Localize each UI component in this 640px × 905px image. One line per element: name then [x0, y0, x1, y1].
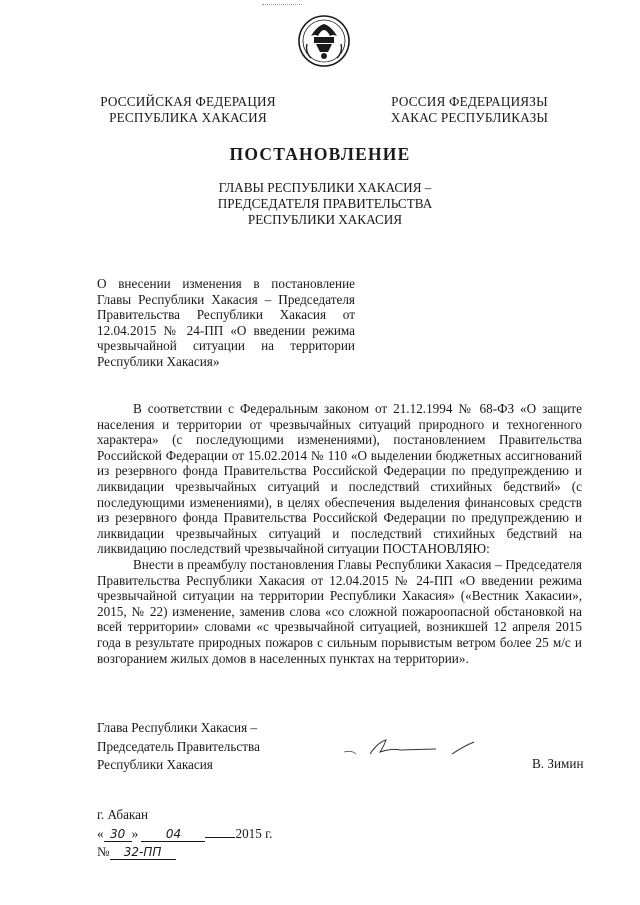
body-paragraph-2: Внести в преамбулу постановления Главы Республики Хакасия – Председателя Правительства Республики Хакасия от 12.04.2015 № 24-ПП «О введении режима чрезвычайной ситуации на территории Республики Хакасия» («Вестник Хакасии», 2015, № 22) изменение, заменив слова «со сложной пожароопасной обстановкой на всей территории» словами «с чрезвычайной ситуацией, возникшей 12 апреля 2015 года в результате природных пожаров с сильным порывистым ветром более 25 м/с и возгоранием жилых домов в населенных пунктах на территории».: [97, 556, 582, 666]
issuer-line3: РЕСПУБЛИКИ ХАКАСИЯ: [247, 212, 403, 227]
date-close-quote: »: [131, 825, 139, 841]
date-day: 30: [104, 827, 132, 842]
body-text: [97, 401, 582, 666]
date-line: [97, 825, 317, 844]
body-paragraph-1: В соответствии с Федеральным законом от 21.12.1994 № 68-ФЗ «О защите населения и территории от чрезвычайных ситуаций природного и техногенного характера» (с последующими изменениями), постановлением Правительства Российской Федерации от 15.02.2014 № 110 «О выделении бюджетных ассигнований из резервного фонда Правительства Российской Федерации по предупреждению и ликвидации чрезвычайных ситуаций и последствий стихийных бедствий» (с последующими изменениями), в целях обеспечения выделения финансовых средств из резервного фонда Правительства Российской Федерации по предупреждению и ликвидации чрезвычайных ситуаций и последствий стихийных бедствий на ликвидацию последствий чрезвычайной ситуации ПОСТАНОВЛЯЮ:: [97, 401, 582, 557]
header-left-line2: РЕСПУБЛИКА ХАКАСИЯ: [109, 110, 267, 125]
date-year: 2015 г.: [235, 825, 273, 841]
number-prefix: №: [97, 844, 110, 859]
scan-mark: [262, 4, 302, 7]
header-left: [98, 94, 278, 126]
header-left-line1: РОССИЙСКАЯ ФЕДЕРАЦИЯ: [100, 94, 276, 109]
place-and-date-block: [97, 806, 317, 862]
signatory-name: В. Зимин: [532, 756, 584, 771]
header-right-line2: ХАКАС РЕСПУБЛИКАЗЫ: [390, 110, 549, 125]
handwritten-signature: [340, 732, 490, 762]
signatory-line2: Председатель Правительства: [97, 738, 260, 754]
date-gap-line: [205, 837, 235, 838]
signatory-line1: Глава Республики Хакасия –: [97, 720, 258, 735]
signatory-line3: Республики Хакасия: [97, 757, 213, 772]
document-number: 32-ПП: [110, 845, 176, 860]
header-right: [382, 94, 557, 126]
signatory-position: [97, 719, 297, 775]
coat-of-arms-emblem-icon: [297, 14, 351, 68]
issuer-line2: ПРЕДСЕДАТЕЛЯ ПРАВИТЕЛЬСТВА: [217, 196, 433, 211]
issuer-block: [180, 180, 470, 228]
header-right-line1: РОССИЯ ФЕДЕРАЦИЯЗЫ: [391, 94, 548, 109]
issuer-line1: ГЛАВЫ РЕСПУБЛИКИ ХАКАСИЯ –: [218, 180, 432, 195]
date-open-quote: «: [97, 825, 104, 841]
document-type-title: ПОСТАНОВЛЕНИЕ: [229, 144, 411, 164]
date-month: 04: [141, 827, 205, 842]
number-line: [97, 843, 317, 862]
place: г. Абакан: [97, 807, 149, 822]
subject-text: О внесении изменения в постановление Главы Республики Хакасия – Председателя Правительства Республики Хакасия от 12.04.2015 № 24-ПП «О введении режима чрезвычайной ситуации на территории Республики Хакасия»: [97, 276, 355, 369]
